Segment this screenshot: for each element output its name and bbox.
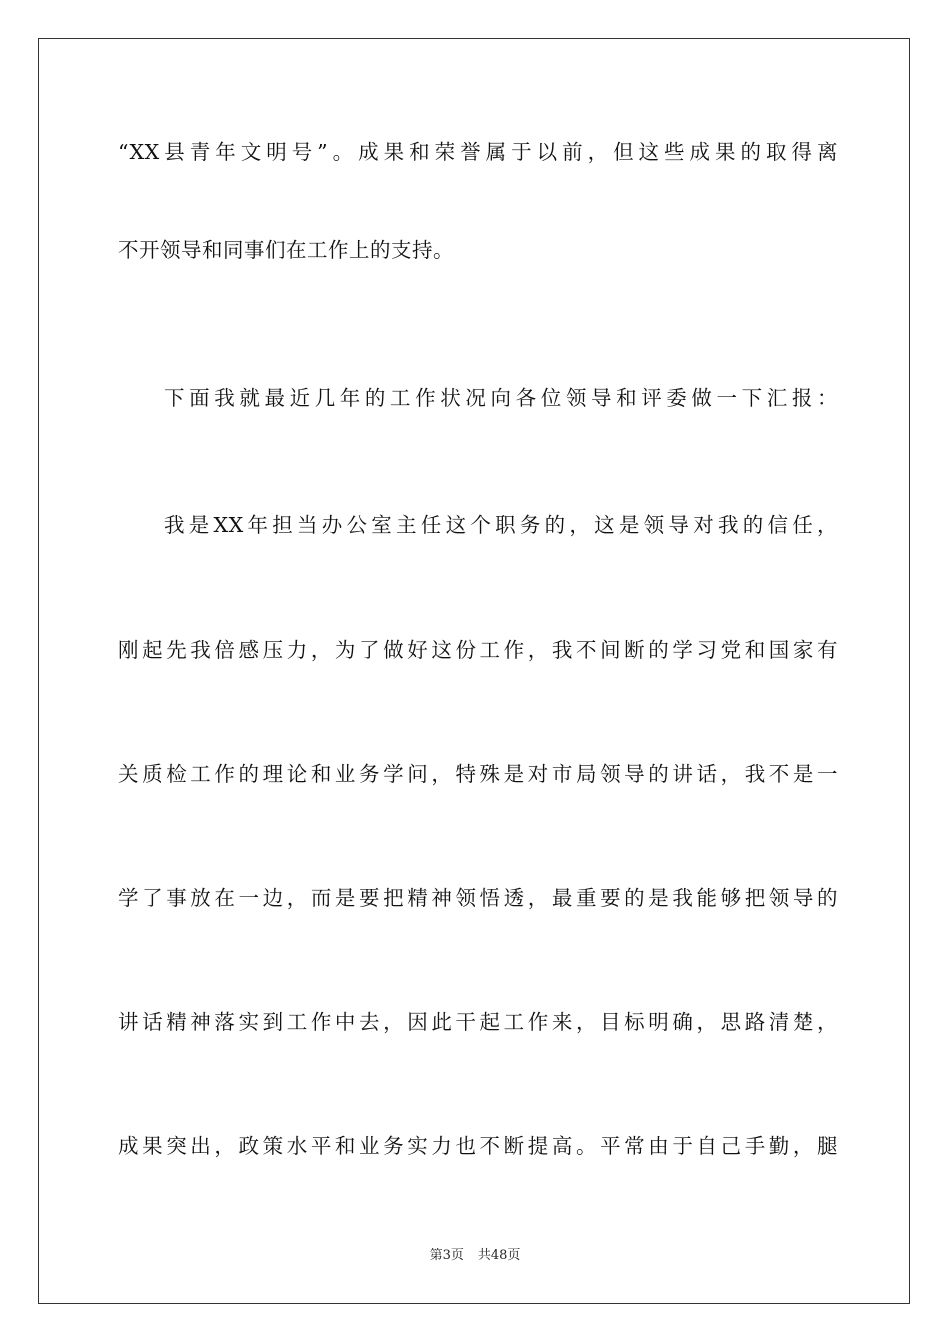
text-line-6: 关质检工作的理论和业务学问，特殊是对市局领导的讲话，我不是一 <box>118 762 838 786</box>
text-line-7: 学了事放在一边，而是要把精神领悟透，最重要的是我能够把领导的 <box>118 886 838 910</box>
text-line-2: 不开领导和同事们在工作上的支持。 <box>118 238 454 262</box>
page-number: 第3页 <box>429 1248 464 1263</box>
page-border <box>38 38 910 1304</box>
page-footer <box>0 1247 950 1265</box>
text-line-5: 刚起先我倍感压力，为了做好这份工作，我不间断的学习党和国家有 <box>118 638 838 662</box>
text-line-1: “XX县青年文明号”。成果和荣誉属于以前，但这些成果的取得离 <box>118 140 838 164</box>
text-line-8: 讲话精神落实到工作中去，因此干起工作来，目标明确，思路清楚， <box>118 1010 838 1034</box>
text-line-3: 下面我就最近几年的工作状况向各位领导和评委做一下汇报： <box>164 386 838 410</box>
text-line-4: 我是XX年担当办公室主任这个职务的，这是领导对我的信任， <box>164 513 838 537</box>
text-line-9: 成果突出，政策水平和业务实力也不断提高。平常由于自己手勤，腿 <box>118 1134 838 1158</box>
page-total: 共48页 <box>477 1248 521 1263</box>
